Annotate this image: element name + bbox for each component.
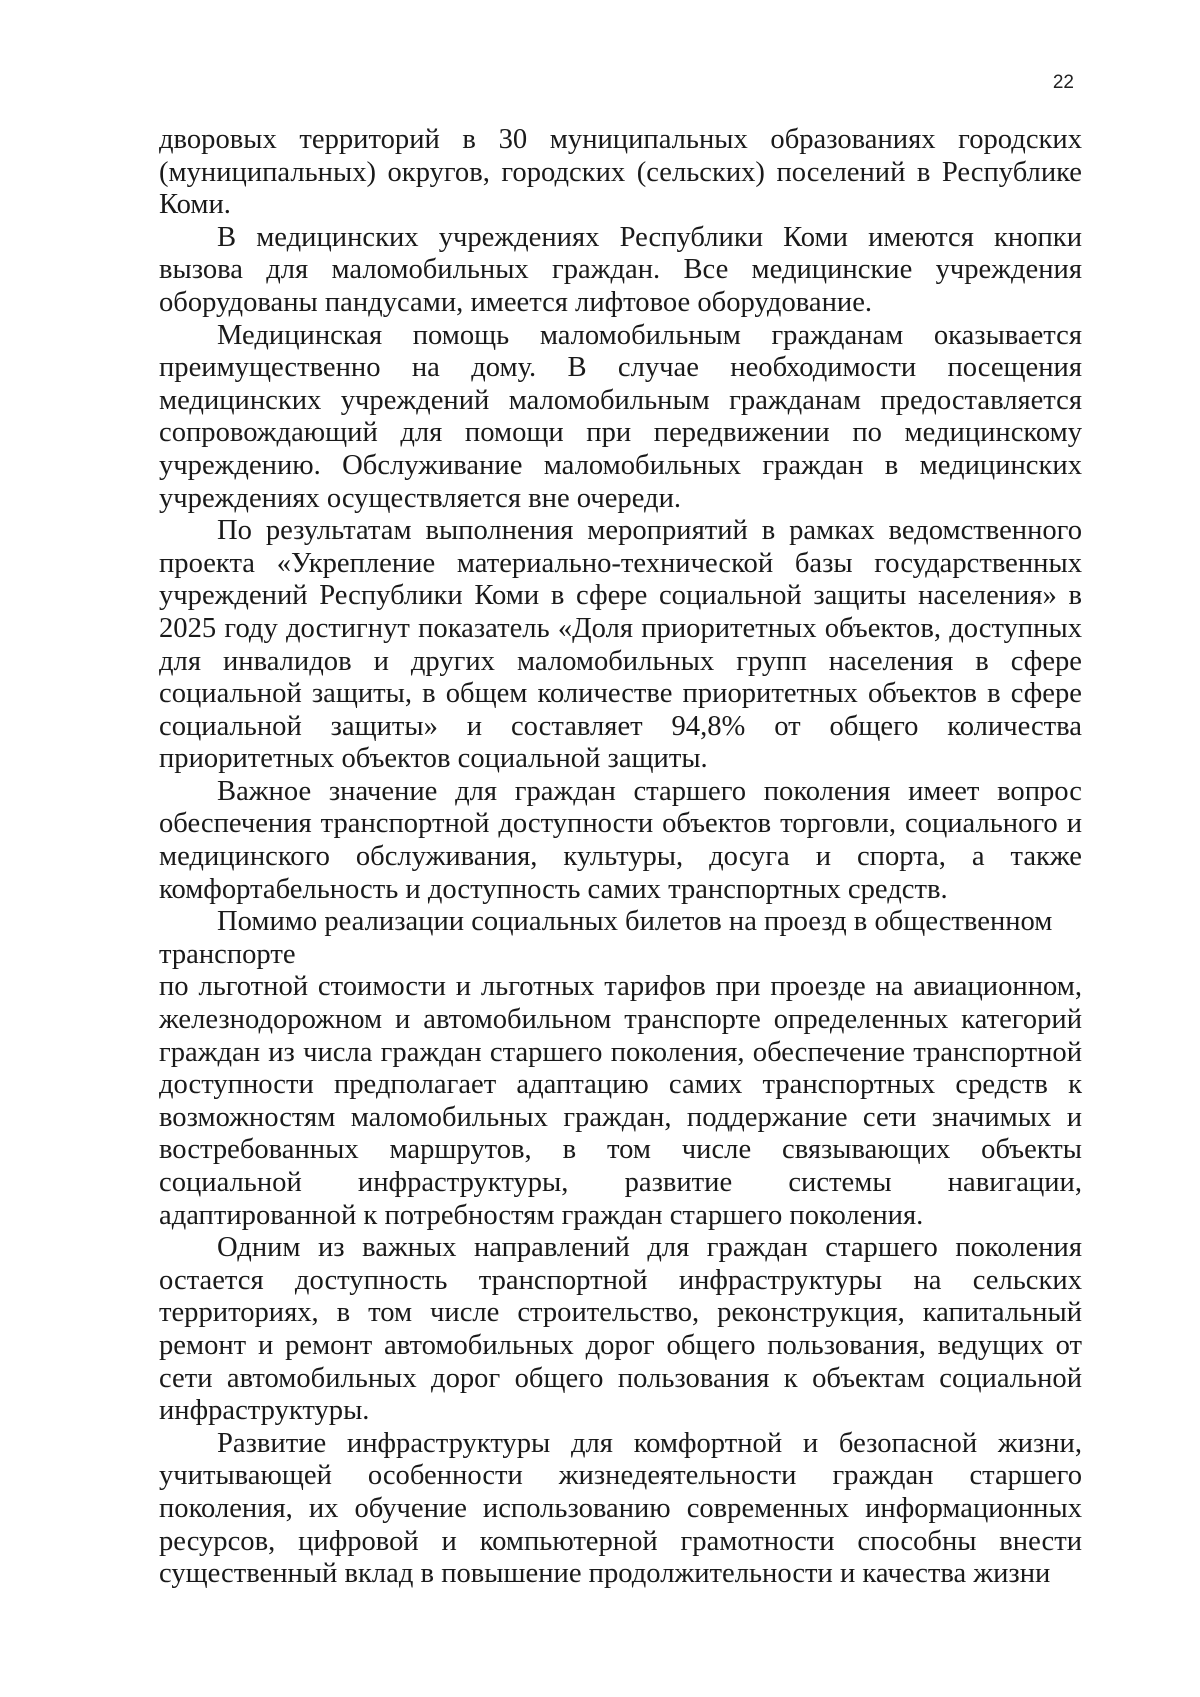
paragraph-transport-importance: Важное значение для граждан старшего поколения имеет вопрос обеспечения транспортной доступности объектов торговли, социального и медицинского обслуживания, культуры, досуга и спорта, а также комфортабельность и доступность самих транспортных средств. <box>159 775 1082 905</box>
paragraph-project-results: По результатам выполнения мероприятий в рамках ведомственного проекта «Укрепление материально-технической базы государственных учреждений Республики Коми в сфере социальной защиты населения» в 2025 году достигнут показатель «Доля приоритетных объектов, доступных для инвалидов и других маломобильных групп населения в сфере социальной защиты, в общем количестве приоритетных объектов в сфере социальной защиты» и составляет 94,8% от общего количества приоритетных объектов социальной защиты. <box>159 515 1082 775</box>
paragraph-continuation: дворовых территорий в 30 муниципальных образованиях городских (муниципальных) округов, городских (сельских) поселений в Республике Коми. <box>159 124 1082 221</box>
paragraph-medical-buttons: В медицинских учреждениях Республики Коми имеются кнопки вызова для маломобильных граждан. Все медицинские учреждения оборудованы пандусами, имеется лифтовое оборудование. <box>159 221 1082 318</box>
paragraph-social-tickets: Помимо реализации социальных билетов на проезд в общественном транспорте <box>159 906 1053 970</box>
paragraph-medical-help: Медицинская помощь маломобильным гражданам оказывается преимущественно на дому. В случае необходимости посещения медицинских учреждений маломобильным гражданам предоставляется сопровождающий для помощи при передвижении по медицинскому учреждению. Обслуживание маломобильных граждан в медицинских учреждениях осуществляется вне очереди. <box>159 319 1082 514</box>
paragraph-preferential-fares: по льготной стоимости и льготных тарифов при проезде на авиационном, железнодорожном и автомобильном транспорте определенных категорий граждан из числа граждан старшего поколения, обеспечение транспортной доступности предполагает адаптацию самих транспортных средств к возможностям маломобильных граждан, поддержание сети значимых и востребованных маршрутов, в том числе связывающих объекты социальной инфраструктуры, развитие системы навигации, адаптированной к потребностям граждан старшего поколения. <box>159 971 1082 1231</box>
paragraph-infrastructure-development: Развитие инфраструктуры для комфортной и безопасной жизни, учитывающей особенности жизнедеятельности граждан старшего поколения, их обучение использованию современных информационных ресурсов, цифровой и компьютерной грамотности способны внести существенный вклад в повышение продолжительности и качества жизни <box>159 1427 1082 1590</box>
document-body <box>159 124 1082 1591</box>
paragraph-rural-infrastructure: Одним из важных направлений для граждан старшего поколения остается доступность транспортной инфраструктуры на сельских территориях, в том числе строительство, реконструкция, капитальный ремонт и ремонт автомобильных дорог общего пользования, ведущих от сети автомобильных дорог общего пользования к объектам социальной инфраструктуры. <box>159 1232 1082 1427</box>
page-number: 22 <box>1052 72 1074 93</box>
